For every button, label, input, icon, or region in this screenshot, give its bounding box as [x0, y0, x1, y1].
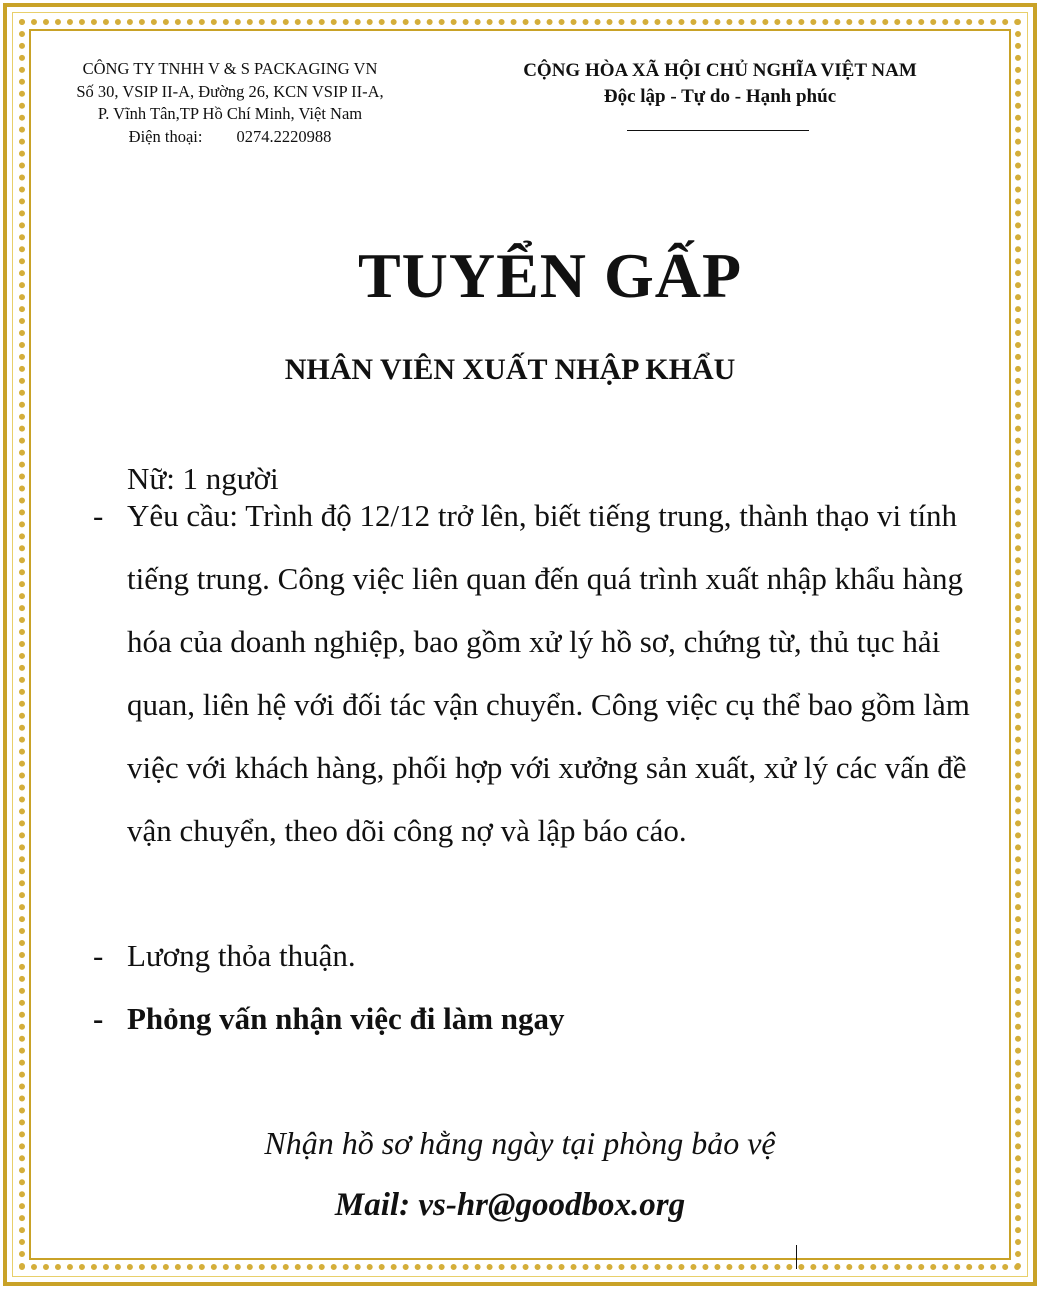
interview-text: Phỏng vấn nhận việc đi làm ngay: [127, 1001, 565, 1036]
company-name: CÔNG TY TNHH V & S PACKAGING VN: [82, 59, 378, 78]
salary-text: Lương thỏa thuận.: [127, 938, 356, 973]
company-header: [30, 58, 430, 148]
quantity-text: Nữ: 1 người: [127, 461, 279, 496]
company-address-line1: Số 30, VSIP II-A, Đường 26, KCN VSIP II-A,: [76, 81, 384, 101]
bullet-marker: -: [93, 498, 104, 533]
text-cursor: [796, 1245, 797, 1269]
phone-label: Điện thoại:: [128, 126, 203, 146]
company-phone-row: [30, 126, 430, 149]
company-address-line2: P. Vĩnh Tân,TP Hồ Chí Minh, Việt Nam: [97, 104, 363, 123]
page-title: TUYỂN GẤP: [357, 240, 743, 311]
motto-underline: [627, 130, 809, 131]
phone-number: 0274.2220988: [236, 126, 332, 146]
national-motto: Độc lập - Tự do - Hạnh phúc: [603, 86, 837, 107]
job-title: NHÂN VIÊN XUẤT NHẬP KHẨU: [284, 353, 736, 386]
requirements-text: Yêu cầu: Trình độ 12/12 trở lên, biết tiếng trung, thành thạo vi tính tiếng trung. Công việc liên quan đến quá trình xuất nhập khẩu hàng hóa của doanh nghiệp, bao gồm xử lý hồ sơ, chứng từ, thủ tục hải quan, liên hệ với đối tác vận chuyển. Công việc cụ thể bao gồm làm việc với khách hàng, phối hợp với xưởng sản xuất, xử lý các vấn đề vận chuyển, theo dõi công nợ và lập báo cáo.: [127, 498, 970, 848]
contact-mail: Mail: vs-hr@goodbox.org: [334, 1187, 686, 1223]
bullet-marker: -: [93, 938, 104, 973]
bullet-marker: -: [93, 1001, 104, 1036]
national-title: CỘNG HÒA XÃ HỘI CHỦ NGHĨA VIỆT NAM: [523, 60, 917, 81]
receive-applications-text: Nhận hồ sơ hằng ngày tại phòng bảo vệ: [264, 1125, 776, 1161]
national-header: [470, 58, 970, 110]
